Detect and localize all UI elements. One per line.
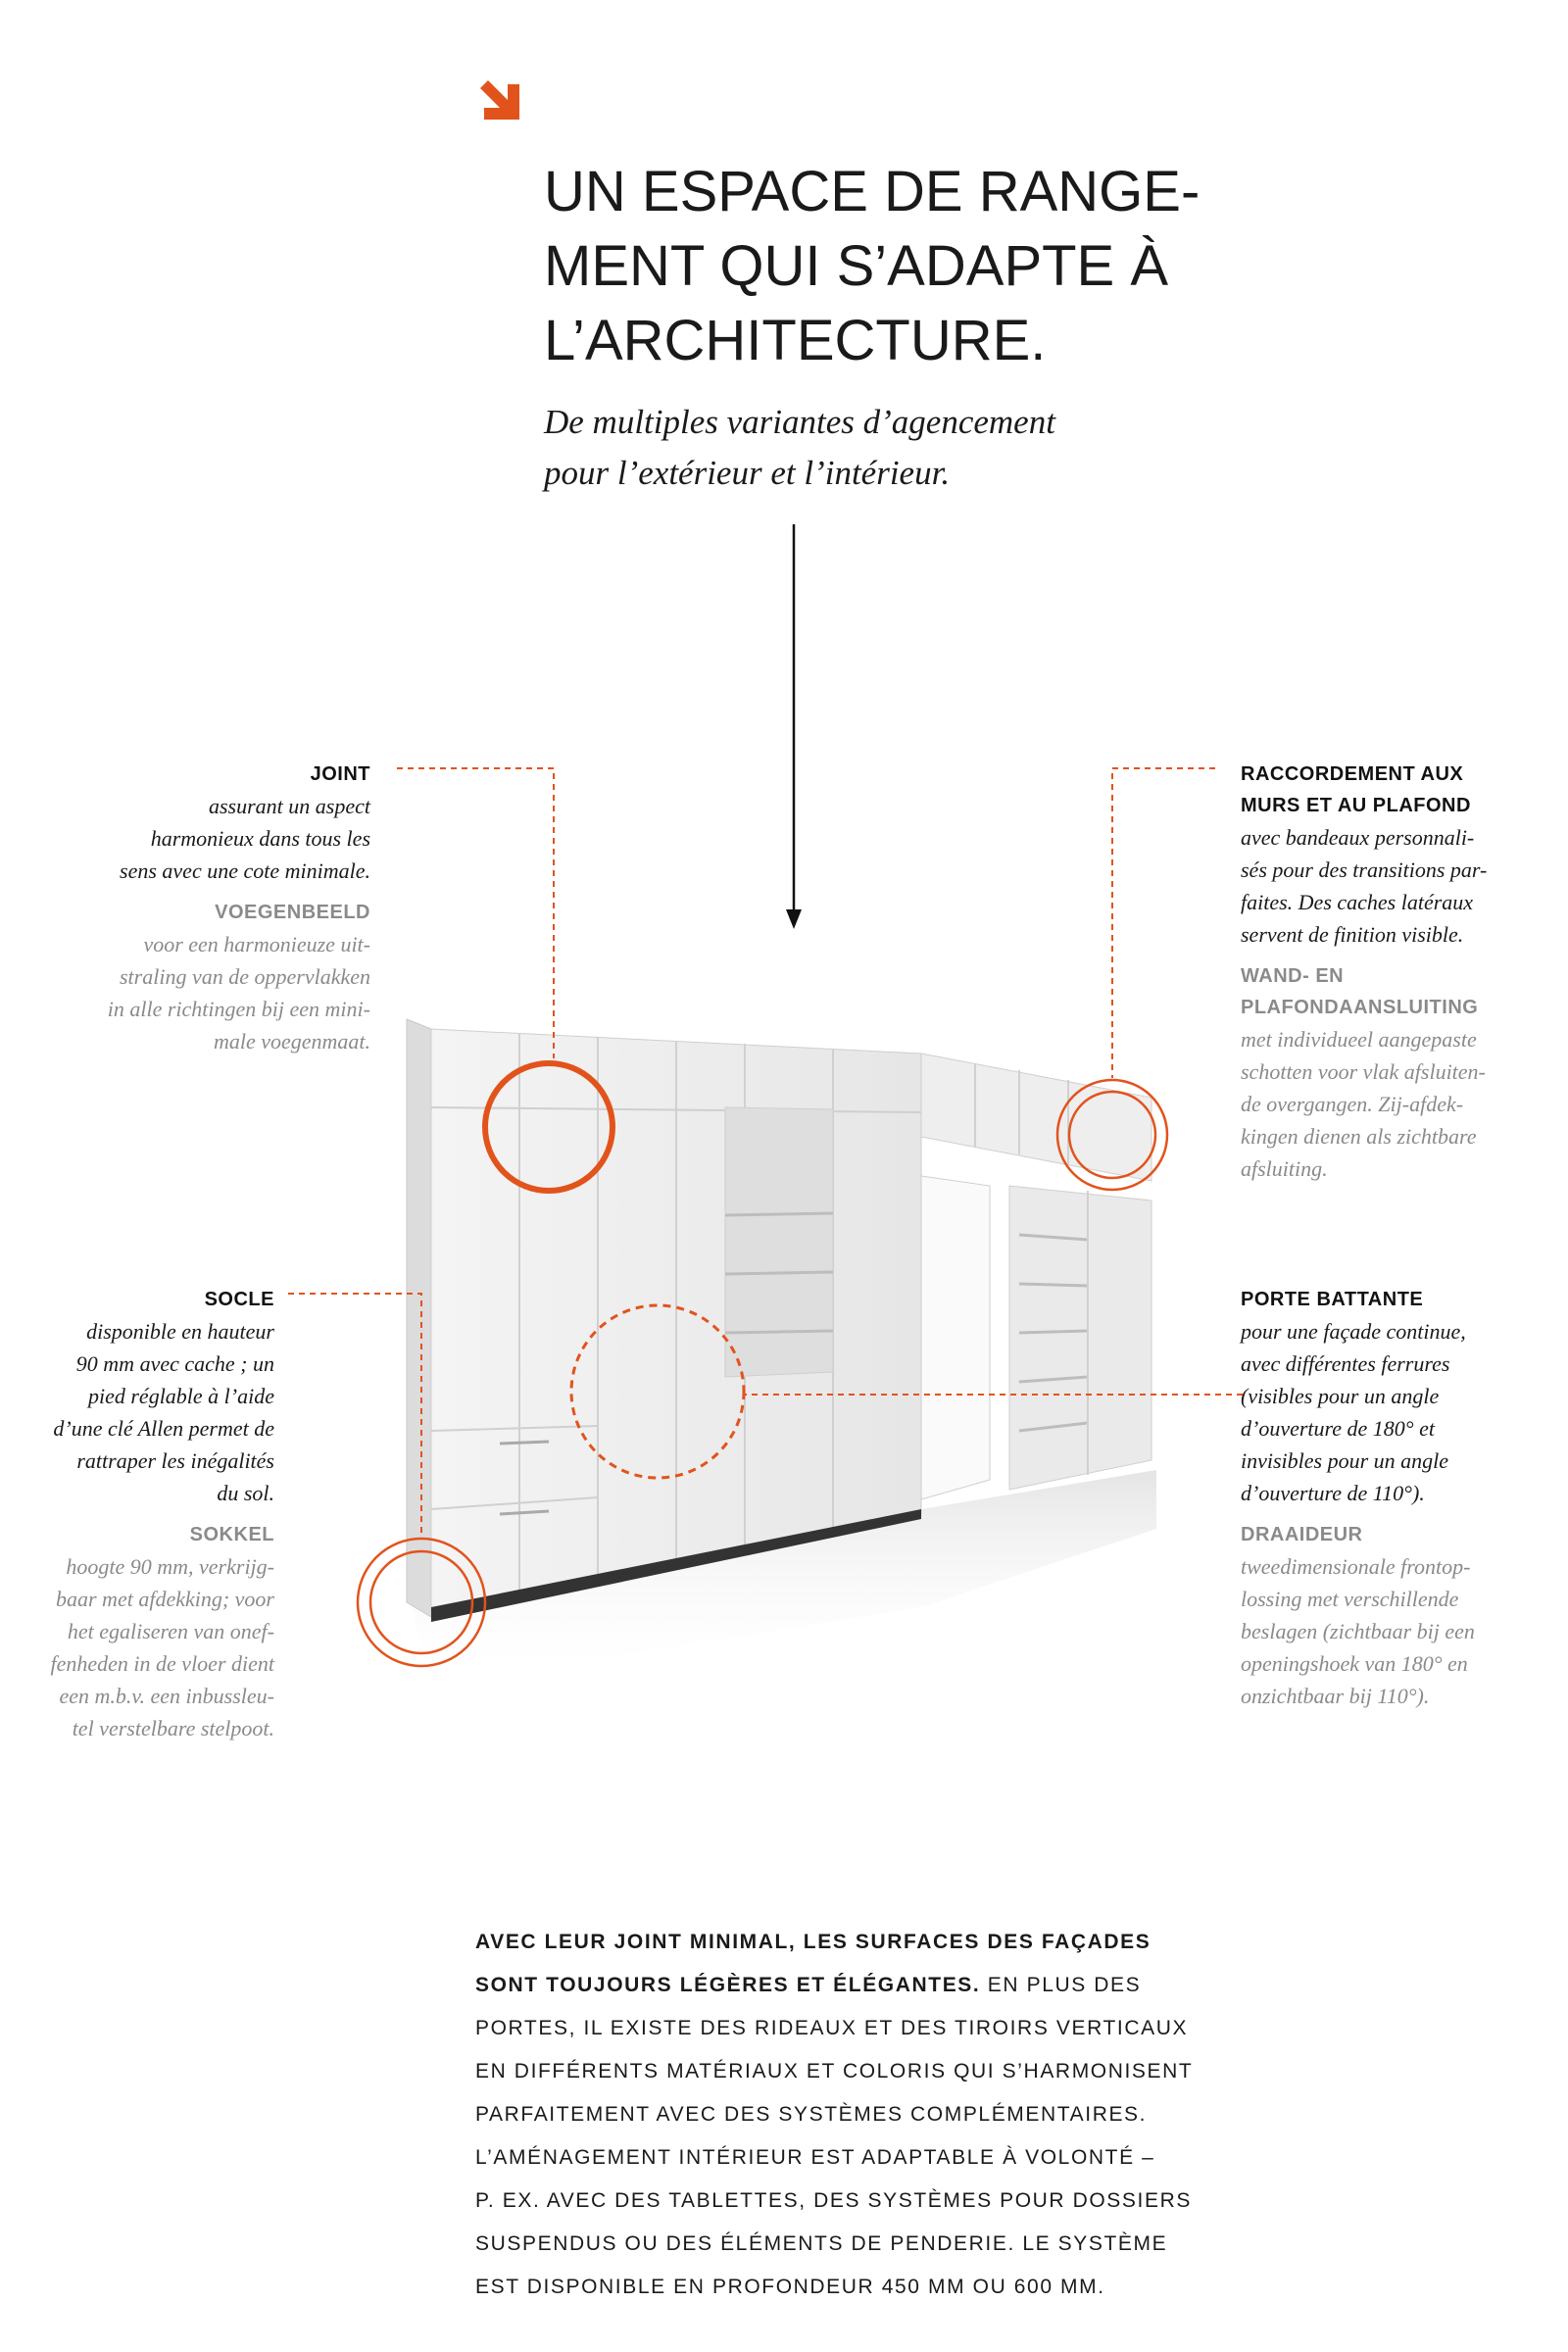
annotation-line: pied réglable à l’aide [87,1384,274,1408]
cabinet-front-right [1009,1186,1152,1490]
subtitle [544,397,1289,499]
body-line: L’AMÉNAGEMENT INTÉRIEUR EST ADAPTABLE À VOLONTÉ – [475,2146,1155,2169]
callout-line-socle [288,1294,421,1539]
body-bold: SONT TOUJOURS LÉGÈRES ET ÉLÉGANTES. [475,1974,981,1996]
annotation-line: avec différentes ferrures [1241,1351,1450,1376]
callout-line-joint [397,768,554,1058]
subtitle-line: De multiples variantes d’agencement [544,403,1055,441]
annotation-porte [1241,1284,1564,1712]
annotation-line-nl: schotten voor vlak afsluiten- [1241,1059,1486,1084]
annotation-line: sens avec une cote minimale. [120,858,370,883]
annotation-line-nl: beslagen (zichtbaar bij een [1241,1619,1475,1643]
open-shelf [725,1107,833,1377]
annotation-title: SOCLE [204,1289,274,1310]
annotation-line: d’une clé Allen permet de [53,1416,274,1441]
body-text-span: EN PLUS DES [980,1974,1142,1996]
annotation-line-nl: het egaliseren van onef- [67,1619,274,1643]
annotation-title: RACCORDEMENT AUX [1241,763,1464,785]
annotation-title: PORTE BATTANTE [1241,1289,1424,1310]
annotation-line-nl: straling van de oppervlakken [120,964,370,989]
annotation-line-nl: een m.b.v. een inbussleu- [59,1684,274,1708]
doorway [921,1176,990,1499]
annotation-title: MURS ET AU PLAFOND [1241,795,1471,816]
annotation-line-nl: kingen dienen als zichtbare [1241,1124,1477,1149]
annotation-title-nl: VOEGENBEELD [215,902,370,923]
body-line: PORTES, IL EXISTE DES RIDEAUX ET DES TIROIRS VERTICAUX [475,2017,1189,2039]
annotation-line: (visibles pour un angle [1241,1384,1440,1408]
annotation-line-nl: in alle richtingen bij een mini- [107,997,370,1021]
annotation-line-nl: afsluiting. [1241,1156,1328,1181]
annotation-line: assurant un aspect [209,794,370,818]
annotation-line-nl: onzichtbaar bij 110°). [1241,1684,1430,1708]
annotation-line: servent de finition visible. [1241,922,1464,947]
body-line: EN DIFFÉRENTS MATÉRIAUX ET COLORIS QUI S’HARMONISENT [475,2060,1194,2082]
page-title [544,155,1289,378]
annotation-line: harmonieux dans tous les [150,826,370,851]
annotation-raccordement [1241,759,1564,1185]
body-line: P. EX. AVEC DES TABLETTES, DES SYSTÈMES POUR DOSSIERS [475,2189,1192,2212]
annotation-line: d’ouverture de 110°). [1241,1481,1425,1505]
body-line: SUSPENDUS OU DES ÉLÉMENTS DE PENDERIE. LE SYSTÈME [475,2232,1168,2255]
body-line [475,1921,1191,1964]
annotation-line-nl: tel verstelbare stelpoot. [72,1716,274,1740]
arrow-down-right-icon [474,74,529,129]
body-bold: AVEC LEUR JOINT MINIMAL, LES SURFACES DES FAÇADES [475,1931,1152,1953]
annotation-line: disponible en hauteur [86,1319,274,1344]
annotation-line-nl: fenheden in de vloer dient [50,1651,274,1676]
title-line: L’ARCHITECTURE. [544,309,1047,372]
annotation-title-nl: SOKKEL [189,1524,274,1545]
subtitle-line: pour l’extérieur et l’intérieur. [544,454,951,492]
annotation-line-nl: voor een harmonieuze uit- [143,932,370,956]
annotation-line: pour une façade continue, [1241,1319,1466,1344]
annotation-line-nl: male voegenmaat. [213,1029,370,1054]
annotation-title-nl: PLAFONDAANSLUITING [1241,997,1479,1018]
annotation-line: 90 mm avec cache ; un [75,1351,274,1376]
pointer-arrow-head [786,909,802,929]
annotation-line: invisibles pour un angle [1241,1448,1449,1473]
annotation-line: d’ouverture de 180° et [1241,1416,1435,1441]
annotation-line-nl: openingshoek van 180° en [1241,1651,1468,1676]
annotation-joint [20,759,370,1057]
title-line: MENT QUI S’ADAPTE À [544,234,1169,298]
title-line: UN ESPACE DE RANGE- [544,160,1200,223]
body-line: PARFAITEMENT AVEC DES SYSTÈMES COMPLÉMENTAIRES. [475,2103,1148,2126]
annotation-line: sés pour des transitions par- [1241,858,1488,882]
annotation-line: rattraper les inégalités [76,1448,274,1473]
cabinet-front-right-top [921,1054,1152,1181]
annotation-title: JOINT [310,763,370,785]
annotation-line-nl: lossing met verschillende [1241,1587,1459,1611]
annotation-line-nl: hoogte 90 mm, verkrijg- [66,1554,274,1579]
annotation-line: avec bandeaux personnali- [1241,825,1475,850]
annotation-line: du sol. [217,1481,274,1505]
callout-line-raccordement [1112,768,1215,1078]
annotation-line-nl: tweedimensionale frontop- [1241,1554,1471,1579]
annotation-line-nl: de overgangen. Zij-afdek- [1241,1092,1464,1116]
annotation-socle [0,1284,274,1744]
annotation-line-nl: baar met afdekking; voor [56,1587,274,1611]
body-line: EST DISPONIBLE EN PROFONDEUR 450 MM OU 600 MM. [475,2276,1105,2298]
cabinet-side [407,1019,431,1617]
annotation-line-nl: met individueel aangepaste [1241,1027,1477,1052]
annotation-title-nl: WAND- EN [1241,965,1345,987]
annotation-title-nl: DRAAIDEUR [1241,1524,1363,1545]
body-line [475,1964,1191,2007]
annotation-line: faites. Des caches latéraux [1241,890,1474,914]
body-paragraph [475,1921,1194,2309]
